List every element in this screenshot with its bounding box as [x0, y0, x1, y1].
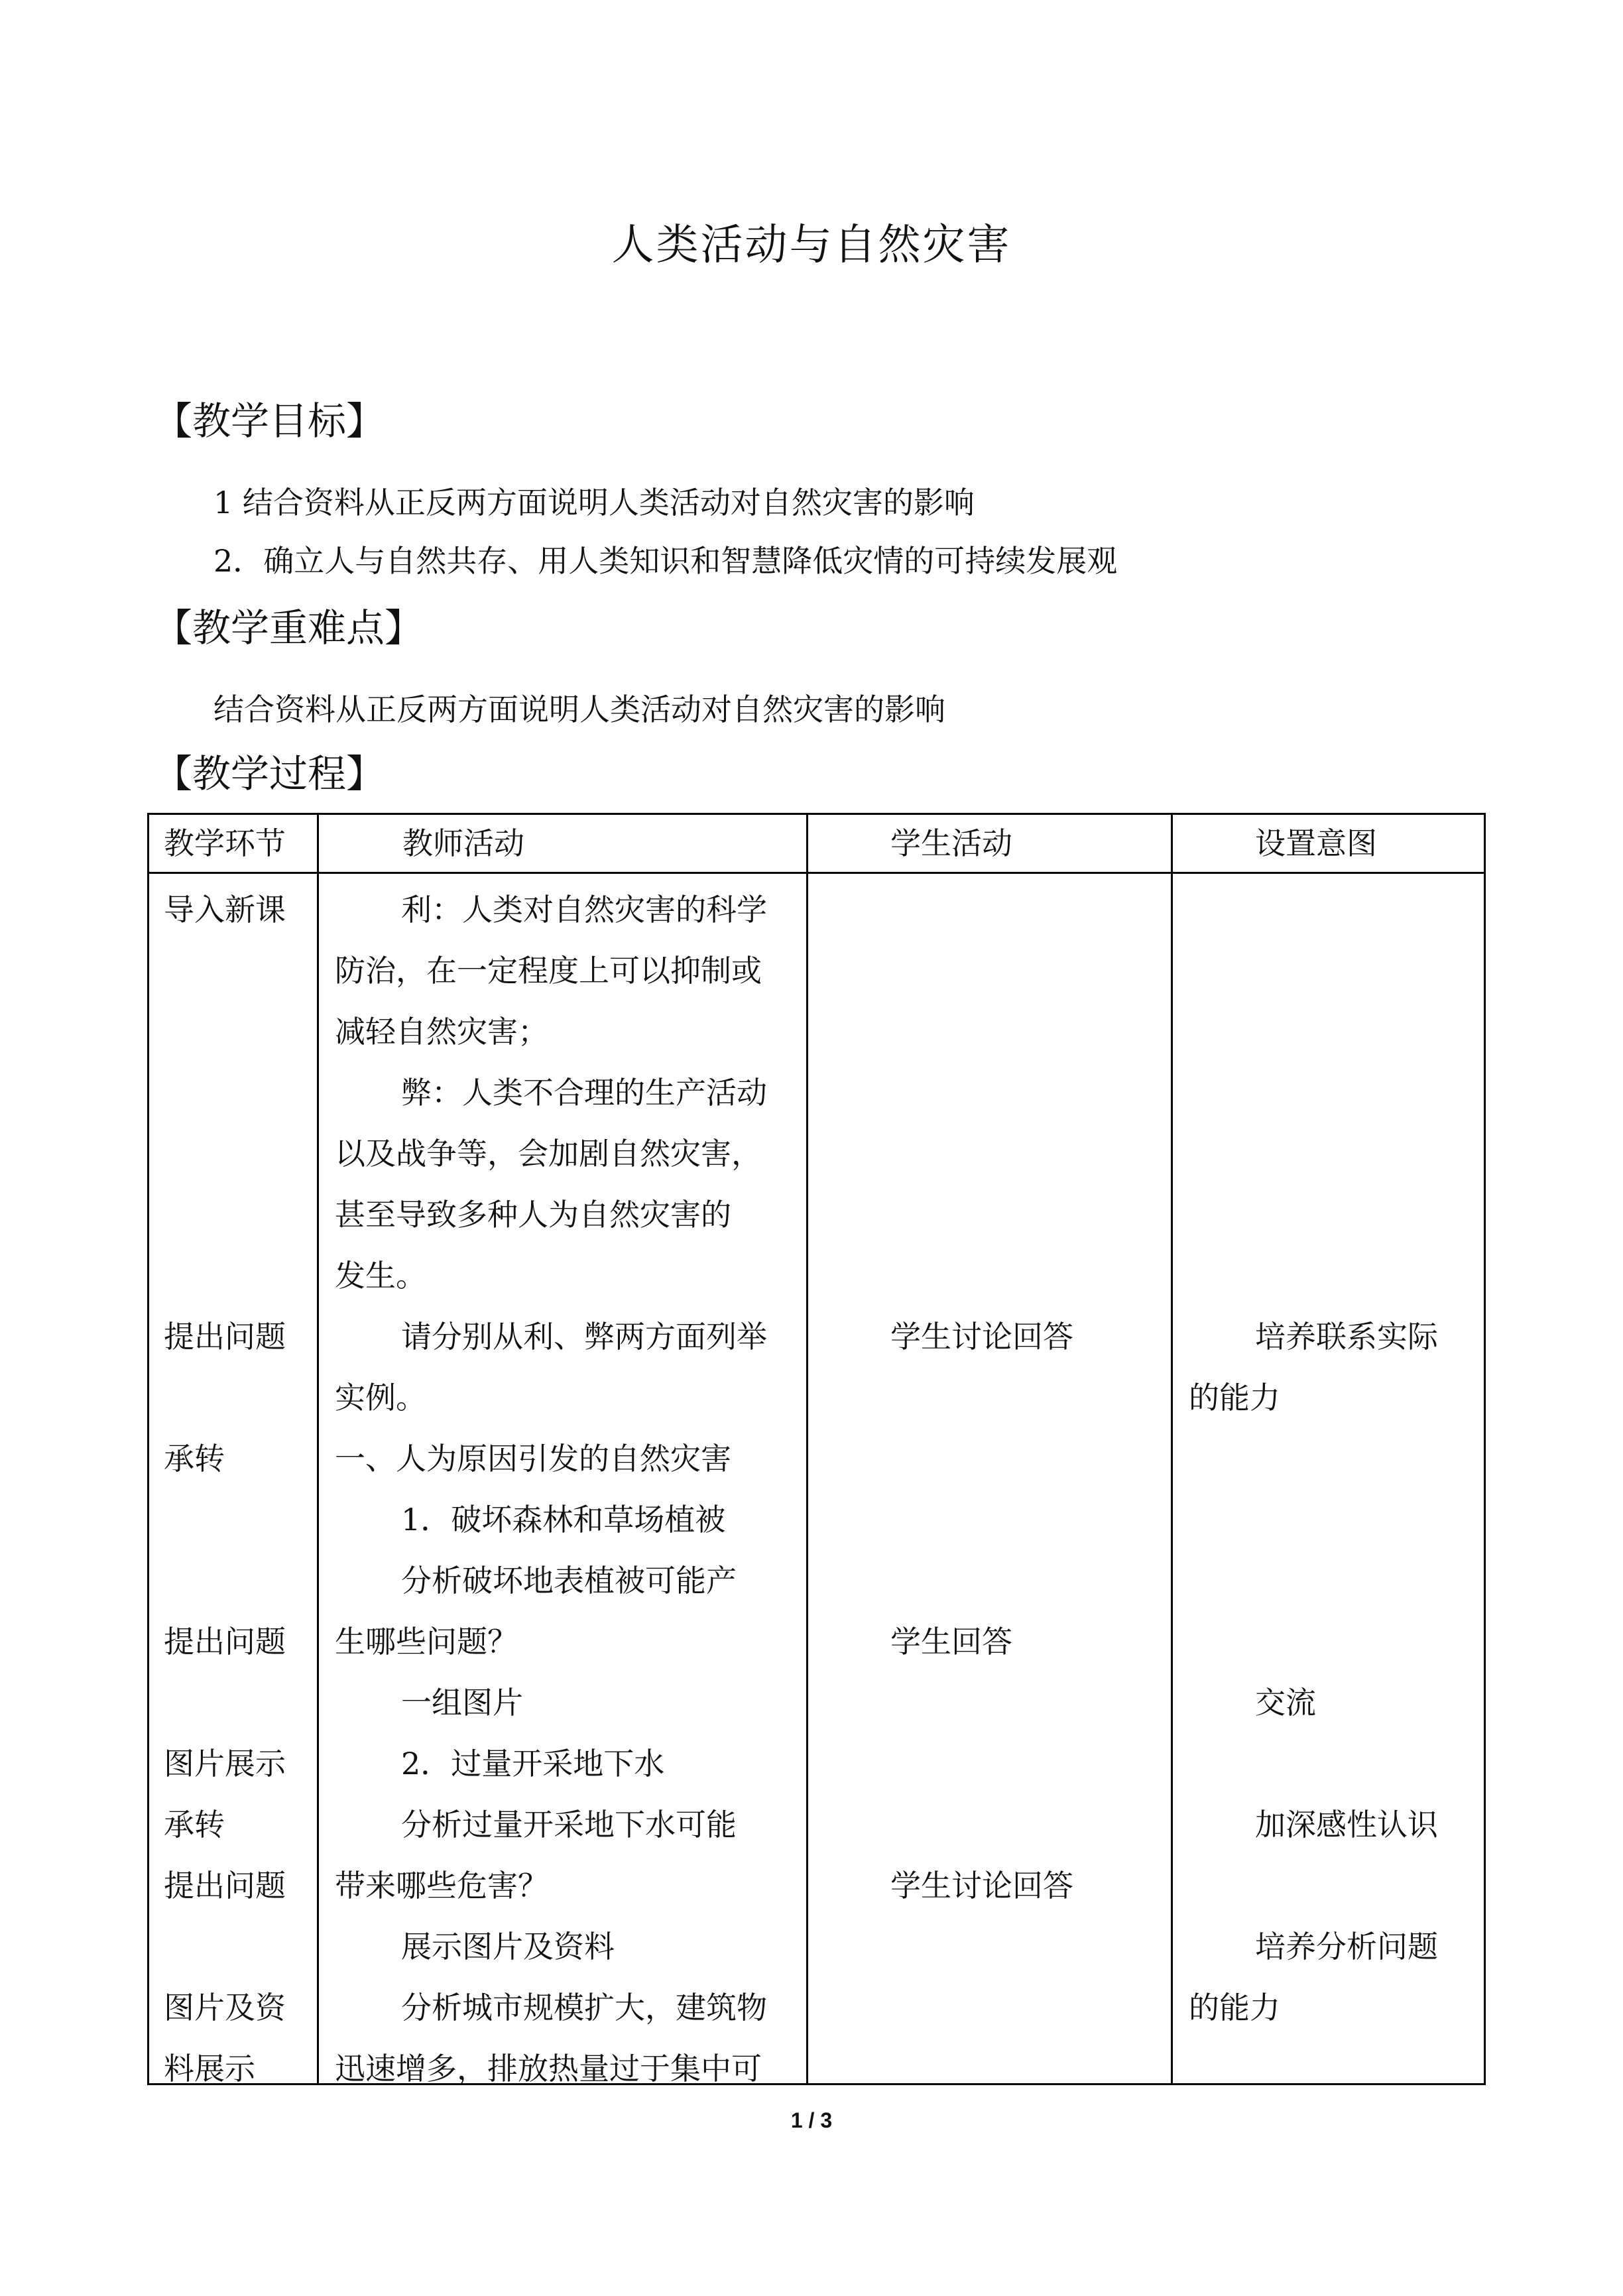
student-activity-line: 学生讨论回答 — [890, 1319, 1073, 1355]
table-header-row — [149, 814, 1485, 873]
objectives-heading: 【教学目标】 — [154, 398, 385, 444]
header-teacher-activity: 教师活动 — [318, 814, 808, 873]
intent-line: 的能力 — [1189, 1380, 1280, 1416]
teacher-activity-line: 利：人类对自然灾害的科学 — [401, 892, 767, 928]
teacher-activity-line: 甚至导致多种人为自然灾害的 — [335, 1197, 731, 1233]
teacher-activity-line: 以及战争等，会加剧自然灾害， — [335, 1136, 762, 1172]
teacher-activity-line: 带来哪些危害？ — [335, 1868, 548, 1903]
stage-label: 料展示 — [164, 2051, 255, 2086]
process-heading: 【教学过程】 — [154, 751, 385, 796]
student-activity-line: 学生讨论回答 — [890, 1868, 1073, 1903]
intent-line: 培养分析问题 — [1255, 1929, 1438, 1964]
student-activity-cell — [808, 873, 1172, 2085]
teacher-activity-line: 分析破坏地表植被可能产 — [401, 1563, 737, 1599]
stage-cell — [149, 873, 318, 2085]
objective-item: 1 结合资料从正反两方面说明人类活动对自然灾害的影响 — [213, 485, 975, 520]
teacher-activity-line: 防治，在一定程度上可以抑制或 — [335, 953, 762, 989]
header-student-activity: 学生活动 — [808, 814, 1172, 873]
teacher-activity-line: 发生。 — [335, 1258, 426, 1294]
stage-label: 图片及资 — [164, 1990, 286, 2025]
teacher-activity-cell — [318, 873, 808, 2085]
document-title: 人类活动与自然灾害 — [611, 221, 1012, 270]
student-activity-line: 学生回答 — [890, 1624, 1012, 1660]
table-row — [149, 873, 1485, 2085]
teacher-activity-line: 弊：人类不合理的生产活动 — [401, 1075, 767, 1111]
stage-label: 提出问题 — [164, 1624, 286, 1660]
teacher-activity-line: 实例。 — [335, 1380, 426, 1416]
lesson-process-table — [147, 813, 1486, 2085]
teacher-activity-line: 迅速增多，排放热量过于集中可 — [335, 2051, 762, 2086]
stage-label: 导入新课 — [164, 892, 286, 928]
keypoints-text: 结合资料从正反两方面说明人类活动对自然灾害的影响 — [213, 692, 945, 727]
intent-cell — [1172, 873, 1485, 2085]
header-stage: 教学环节 — [149, 814, 318, 873]
intent-line: 交流 — [1255, 1685, 1316, 1721]
stage-label: 提出问题 — [164, 1868, 286, 1903]
stage-label: 提出问题 — [164, 1319, 286, 1355]
teacher-activity-line: 一组图片 — [401, 1685, 523, 1721]
teacher-activity-line: 请分别从利、弊两方面列举 — [401, 1319, 767, 1355]
teacher-activity-line: 生哪些问题？ — [335, 1624, 518, 1660]
teacher-activity-line: 2．过量开采地下水 — [401, 1746, 665, 1782]
teacher-activity-line: 减轻自然灾害； — [335, 1014, 548, 1050]
teacher-activity-line: 分析过量开采地下水可能 — [401, 1807, 737, 1843]
header-intent: 设置意图 — [1172, 814, 1485, 873]
stage-label: 图片展示 — [164, 1746, 286, 1782]
teacher-activity-line: 一、人为原因引发的自然灾害 — [335, 1441, 731, 1477]
objective-item: 2．确立人与自然共存、用人类知识和智慧降低灾情的可持续发展观 — [213, 543, 1118, 579]
teacher-activity-line: 展示图片及资料 — [401, 1929, 615, 1964]
stage-label: 承转 — [164, 1807, 225, 1843]
intent-line: 加深感性认识 — [1255, 1807, 1438, 1843]
teacher-activity-line: 分析城市规模扩大，建筑物 — [401, 1990, 767, 2025]
page-number: 1 / 3 — [790, 2108, 833, 2132]
teacher-activity-line: 1．破坏森林和草场植被 — [401, 1502, 726, 1538]
intent-line: 培养联系实际 — [1255, 1319, 1438, 1355]
intent-line: 的能力 — [1189, 1990, 1280, 2025]
stage-label: 承转 — [164, 1441, 225, 1477]
keypoints-heading: 【教学重难点】 — [154, 605, 424, 650]
